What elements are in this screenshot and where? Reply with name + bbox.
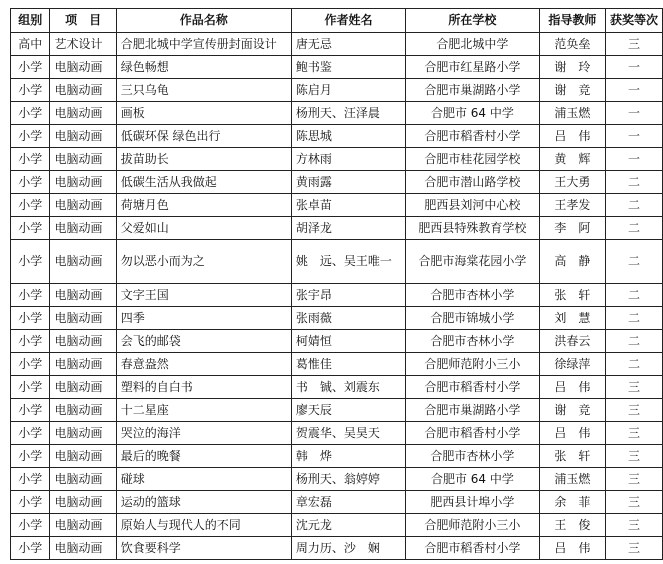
cell-award-level: 三 — [605, 445, 662, 468]
table-row — [11, 376, 663, 399]
cell-author: 韩 烨 — [291, 445, 405, 468]
table-row — [11, 217, 663, 240]
cell-teacher: 刘 慧 — [539, 307, 605, 330]
cell-category: 电脑动画 — [50, 56, 116, 79]
cell-school: 合肥市稻香村小学 — [406, 125, 540, 148]
cell-category: 电脑动画 — [50, 376, 116, 399]
cell-school: 合肥市杏林小学 — [406, 284, 540, 307]
cell-school: 合肥市稻香村小学 — [406, 422, 540, 445]
cell-author: 书 铖、刘震东 — [291, 376, 405, 399]
header-school: 所在学校 — [406, 9, 540, 33]
cell-group: 小学 — [11, 514, 50, 537]
award-table — [10, 8, 663, 560]
cell-award-level: 二 — [605, 171, 662, 194]
cell-award-level: 二 — [605, 284, 662, 307]
cell-award-level: 三 — [605, 422, 662, 445]
cell-group: 小学 — [11, 353, 50, 376]
table-row — [11, 307, 663, 330]
header-author: 作者姓名 — [291, 9, 405, 33]
cell-group: 小学 — [11, 468, 50, 491]
cell-work-title: 十二星座 — [116, 399, 291, 422]
cell-award-level: 一 — [605, 102, 662, 125]
cell-group: 小学 — [11, 284, 50, 307]
cell-work-title: 低碳生活从我做起 — [116, 171, 291, 194]
table-row — [11, 537, 663, 560]
cell-school: 合肥市巢湖路小学 — [406, 399, 540, 422]
cell-group: 小学 — [11, 537, 50, 560]
cell-school: 合肥市海棠花园小学 — [406, 240, 540, 284]
cell-school: 合肥市 64 中学 — [406, 468, 540, 491]
cell-author: 张雨薇 — [291, 307, 405, 330]
cell-author: 方林雨 — [291, 148, 405, 171]
table-row — [11, 284, 663, 307]
header-work-title: 作品名称 — [116, 9, 291, 33]
cell-group: 小学 — [11, 102, 50, 125]
cell-award-level: 三 — [605, 399, 662, 422]
table-row — [11, 102, 663, 125]
cell-author: 黄雨露 — [291, 171, 405, 194]
cell-group: 小学 — [11, 307, 50, 330]
cell-group: 小学 — [11, 445, 50, 468]
cell-author: 唐无忌 — [291, 33, 405, 56]
cell-work-title: 四季 — [116, 307, 291, 330]
cell-school: 合肥北城中学 — [406, 33, 540, 56]
cell-group: 小学 — [11, 399, 50, 422]
cell-school: 合肥市杏林小学 — [406, 330, 540, 353]
cell-category: 电脑动画 — [50, 148, 116, 171]
cell-teacher: 吕 伟 — [539, 376, 605, 399]
cell-work-title: 文字王国 — [116, 284, 291, 307]
cell-category: 艺术设计 — [50, 33, 116, 56]
cell-category: 电脑动画 — [50, 514, 116, 537]
cell-award-level: 二 — [605, 217, 662, 240]
cell-school: 肥西县刘河中心校 — [406, 194, 540, 217]
cell-work-title: 荷塘月色 — [116, 194, 291, 217]
cell-group: 小学 — [11, 148, 50, 171]
cell-teacher: 谢 竞 — [539, 79, 605, 102]
cell-author: 陈启月 — [291, 79, 405, 102]
cell-category: 电脑动画 — [50, 537, 116, 560]
cell-group: 小学 — [11, 171, 50, 194]
cell-work-title: 原始人与现代人的不同 — [116, 514, 291, 537]
cell-work-title: 勿以恶小而为之 — [116, 240, 291, 284]
cell-category: 电脑动画 — [50, 491, 116, 514]
table-row — [11, 125, 663, 148]
cell-teacher: 谢 玲 — [539, 56, 605, 79]
cell-school: 合肥市杏林小学 — [406, 445, 540, 468]
cell-award-level: 二 — [605, 240, 662, 284]
cell-work-title: 饮食要科学 — [116, 537, 291, 560]
cell-school: 合肥师范附小三小 — [406, 353, 540, 376]
cell-author: 廖天辰 — [291, 399, 405, 422]
cell-work-title: 会飞的邮袋 — [116, 330, 291, 353]
cell-school: 合肥市桂花园学校 — [406, 148, 540, 171]
cell-work-title: 运动的篮球 — [116, 491, 291, 514]
cell-group: 小学 — [11, 194, 50, 217]
cell-author: 张卓苗 — [291, 194, 405, 217]
table-row — [11, 330, 663, 353]
cell-award-level: 一 — [605, 79, 662, 102]
cell-group: 小学 — [11, 125, 50, 148]
table-row — [11, 514, 663, 537]
cell-author: 周力历、沙 娴 — [291, 537, 405, 560]
cell-group: 小学 — [11, 422, 50, 445]
cell-teacher: 吕 伟 — [539, 537, 605, 560]
cell-teacher: 王大勇 — [539, 171, 605, 194]
cell-award-level: 三 — [605, 514, 662, 537]
cell-teacher: 浦玉燃 — [539, 468, 605, 491]
cell-category: 电脑动画 — [50, 284, 116, 307]
cell-author: 葛惟佳 — [291, 353, 405, 376]
cell-school: 肥西县计埠小学 — [406, 491, 540, 514]
cell-category: 电脑动画 — [50, 171, 116, 194]
cell-category: 电脑动画 — [50, 422, 116, 445]
cell-work-title: 低碳环保 绿色出行 — [116, 125, 291, 148]
cell-work-title: 绿色畅想 — [116, 56, 291, 79]
table-row — [11, 353, 663, 376]
header-teacher: 指导教师 — [539, 9, 605, 33]
cell-school: 合肥市稻香村小学 — [406, 376, 540, 399]
cell-teacher: 张 轩 — [539, 284, 605, 307]
cell-school: 合肥师范附小三小 — [406, 514, 540, 537]
cell-category: 电脑动画 — [50, 217, 116, 240]
cell-teacher: 浦玉燃 — [539, 102, 605, 125]
cell-school: 合肥市潜山路学校 — [406, 171, 540, 194]
cell-group: 小学 — [11, 491, 50, 514]
header-group: 组别 — [11, 9, 50, 33]
cell-award-level: 一 — [605, 56, 662, 79]
table-row — [11, 79, 663, 102]
cell-teacher: 范奂垒 — [539, 33, 605, 56]
cell-award-level: 三 — [605, 376, 662, 399]
cell-author: 章宏磊 — [291, 491, 405, 514]
cell-category: 电脑动画 — [50, 79, 116, 102]
cell-teacher: 余 菲 — [539, 491, 605, 514]
cell-work-title: 哭泣的海洋 — [116, 422, 291, 445]
header-category: 项 目 — [50, 9, 116, 33]
cell-award-level: 二 — [605, 194, 662, 217]
cell-work-title: 碰球 — [116, 468, 291, 491]
cell-group: 小学 — [11, 56, 50, 79]
table-row — [11, 445, 663, 468]
cell-teacher: 徐绿萍 — [539, 353, 605, 376]
cell-work-title: 三只乌龟 — [116, 79, 291, 102]
cell-author: 杨刑天、汪泽晨 — [291, 102, 405, 125]
cell-work-title: 春意盎然 — [116, 353, 291, 376]
cell-group: 小学 — [11, 240, 50, 284]
cell-group: 小学 — [11, 376, 50, 399]
cell-work-title: 拔苗助长 — [116, 148, 291, 171]
cell-award-level: 二 — [605, 307, 662, 330]
cell-award-level: 三 — [605, 33, 662, 56]
header-row — [11, 9, 663, 33]
cell-teacher: 王 俊 — [539, 514, 605, 537]
cell-school: 合肥市 64 中学 — [406, 102, 540, 125]
cell-category: 电脑动画 — [50, 102, 116, 125]
cell-teacher: 谢 竞 — [539, 399, 605, 422]
table-row — [11, 194, 663, 217]
table-row — [11, 33, 663, 56]
cell-work-title: 父爱如山 — [116, 217, 291, 240]
cell-work-title: 画板 — [116, 102, 291, 125]
cell-award-level: 二 — [605, 330, 662, 353]
cell-school: 肥西县特殊教育学校 — [406, 217, 540, 240]
cell-category: 电脑动画 — [50, 240, 116, 284]
cell-teacher: 吕 伟 — [539, 125, 605, 148]
cell-award-level: 一 — [605, 125, 662, 148]
cell-category: 电脑动画 — [50, 330, 116, 353]
table-row — [11, 399, 663, 422]
cell-teacher: 王孝发 — [539, 194, 605, 217]
cell-author: 沈元龙 — [291, 514, 405, 537]
cell-teacher: 高 静 — [539, 240, 605, 284]
cell-award-level: 一 — [605, 148, 662, 171]
cell-author: 陈思城 — [291, 125, 405, 148]
cell-teacher: 洪春云 — [539, 330, 605, 353]
table-row — [11, 240, 663, 284]
cell-school: 合肥市红星路小学 — [406, 56, 540, 79]
table-row — [11, 171, 663, 194]
cell-author: 张宇昂 — [291, 284, 405, 307]
cell-category: 电脑动画 — [50, 445, 116, 468]
table-row — [11, 56, 663, 79]
cell-teacher: 李 阿 — [539, 217, 605, 240]
cell-author: 贺震华、吴昊天 — [291, 422, 405, 445]
cell-category: 电脑动画 — [50, 125, 116, 148]
cell-category: 电脑动画 — [50, 468, 116, 491]
cell-group: 高中 — [11, 33, 50, 56]
table-row — [11, 468, 663, 491]
cell-award-level: 三 — [605, 468, 662, 491]
cell-work-title: 合肥北城中学宣传册封面设计 — [116, 33, 291, 56]
header-award-level: 获奖等次 — [605, 9, 662, 33]
cell-author: 鲍书鉴 — [291, 56, 405, 79]
cell-school: 合肥市稻香村小学 — [406, 537, 540, 560]
cell-group: 小学 — [11, 217, 50, 240]
cell-award-level: 三 — [605, 537, 662, 560]
cell-teacher: 吕 伟 — [539, 422, 605, 445]
cell-work-title: 最后的晚餐 — [116, 445, 291, 468]
cell-author: 杨刑天、翁婷婷 — [291, 468, 405, 491]
cell-author: 胡泽龙 — [291, 217, 405, 240]
cell-category: 电脑动画 — [50, 194, 116, 217]
table-row — [11, 422, 663, 445]
cell-teacher: 黄 辉 — [539, 148, 605, 171]
table-row — [11, 491, 663, 514]
cell-category: 电脑动画 — [50, 353, 116, 376]
table-row — [11, 148, 663, 171]
cell-school: 合肥市巢湖路小学 — [406, 79, 540, 102]
cell-award-level: 二 — [605, 353, 662, 376]
cell-category: 电脑动画 — [50, 399, 116, 422]
cell-award-level: 三 — [605, 491, 662, 514]
cell-author: 姚 远、吴王唯一 — [291, 240, 405, 284]
cell-category: 电脑动画 — [50, 307, 116, 330]
cell-work-title: 塑料的自白书 — [116, 376, 291, 399]
cell-school: 合肥市锦城小学 — [406, 307, 540, 330]
cell-group: 小学 — [11, 330, 50, 353]
cell-teacher: 张 轩 — [539, 445, 605, 468]
cell-author: 柯婧恒 — [291, 330, 405, 353]
cell-group: 小学 — [11, 79, 50, 102]
